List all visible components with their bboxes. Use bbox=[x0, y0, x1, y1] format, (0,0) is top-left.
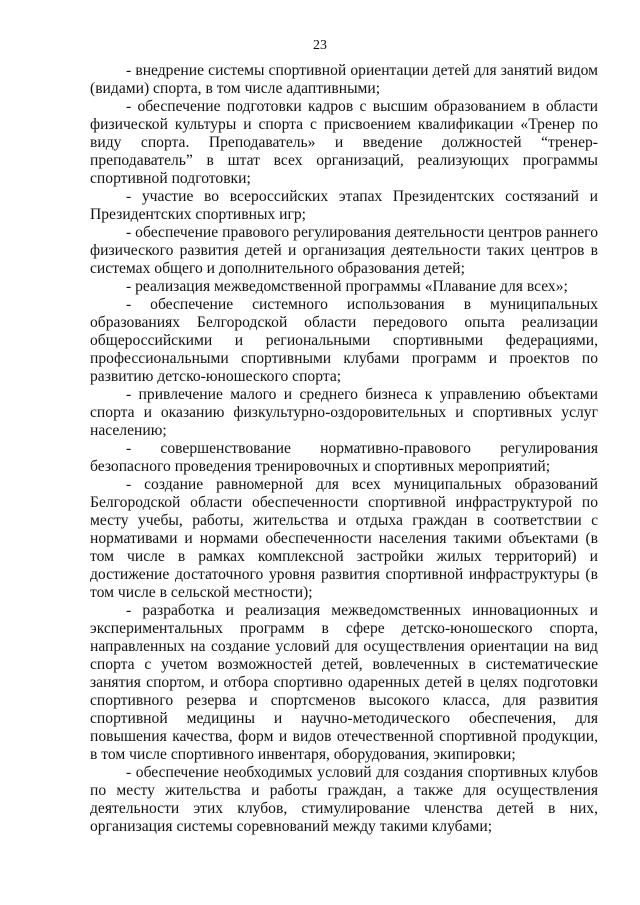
list-item-paragraph: - обеспечение системного использования в муниципальных образованиях Белгородской области передового опыта реализации общероссийскими и региональными спортивными федерациями, профессиональными спортивными клубами программ и проектов по развитию детско-юношеского спорта; bbox=[90, 296, 598, 385]
list-item-paragraph: - обеспечение правового регулирования деятельности центров раннего физического развития детей и организация деятельности таких центров в системах общего и дополнительного образования детей; bbox=[90, 224, 598, 277]
list-item-paragraph: - реализация межведомственной программы «Плавание для всех»; bbox=[126, 278, 568, 295]
list-item-paragraph: - совершенствование нормативно-правового регулирования безопасного проведения тренировочных и спортивных мероприятий; bbox=[90, 440, 598, 475]
list-item-paragraph: - привлечение малого и среднего бизнеса к управлению объектами спорта и оказанию физкультурно-оздоровительных и спортивных услуг населению; bbox=[90, 386, 598, 439]
list-item-paragraph: - обеспечение необходимых условий для создания спортивных клубов по месту жительства и работы граждан, а также для осуществления деятельности этих клубов, стимулирование членства детей в них, организация системы соревнований между такими клубами; bbox=[90, 764, 598, 835]
page-number: 23 bbox=[313, 38, 327, 53]
list-item-paragraph: - участие во всероссийских этапах Президентских состязаний и Президентских спортивных игр; bbox=[90, 188, 598, 223]
list-item-paragraph: - обеспечение подготовки кадров с высшим образованием в области физической культуры и спорта с присвоением квалификации «Тренер по виду спорта. Преподаватель» и введение должностей “тренер-преподаватель” в штат всех организаций, реализующих программы спортивной подготовки; bbox=[90, 98, 598, 187]
list-item-paragraph: - разработка и реализация межведомственных инновационных и экспериментальных программ в сфере детско-юношеского спорта, направленных на создание условий для осуществления ориентации на вид спорта с учетом возможностей детей, вовлеченных в систематические занятия спортом, и отбора спортивно одаренных детей в целях подготовки спортивного резерва и спортсменов высокого класса, для развития спортивной медицины и научно-методического обеспечения, для повышения качества, форм и видов отечественной спортивной продукции, в том числе спортивного инвентаря, оборудования, экипировки; bbox=[90, 602, 598, 763]
list-item-paragraph: - создание равномерной для всех муниципальных образований Белгородской области обеспеченности спортивной инфраструктурой по месту учебы, работы, жительства и отдыха граждан в соответствии с нормативами и нормами обеспеченности населения такими объектами (в том числе в рамках комплексной застройки жилых территорий) и достижение достаточного уровня развития спортивной инфраструктуры (в том числе в сельской местности); bbox=[90, 476, 598, 601]
document-body bbox=[90, 62, 598, 836]
list-item-paragraph: - внедрение системы спортивной ориентации детей для занятий видом (видами) спорта, в том числе адаптивными; bbox=[90, 62, 598, 97]
